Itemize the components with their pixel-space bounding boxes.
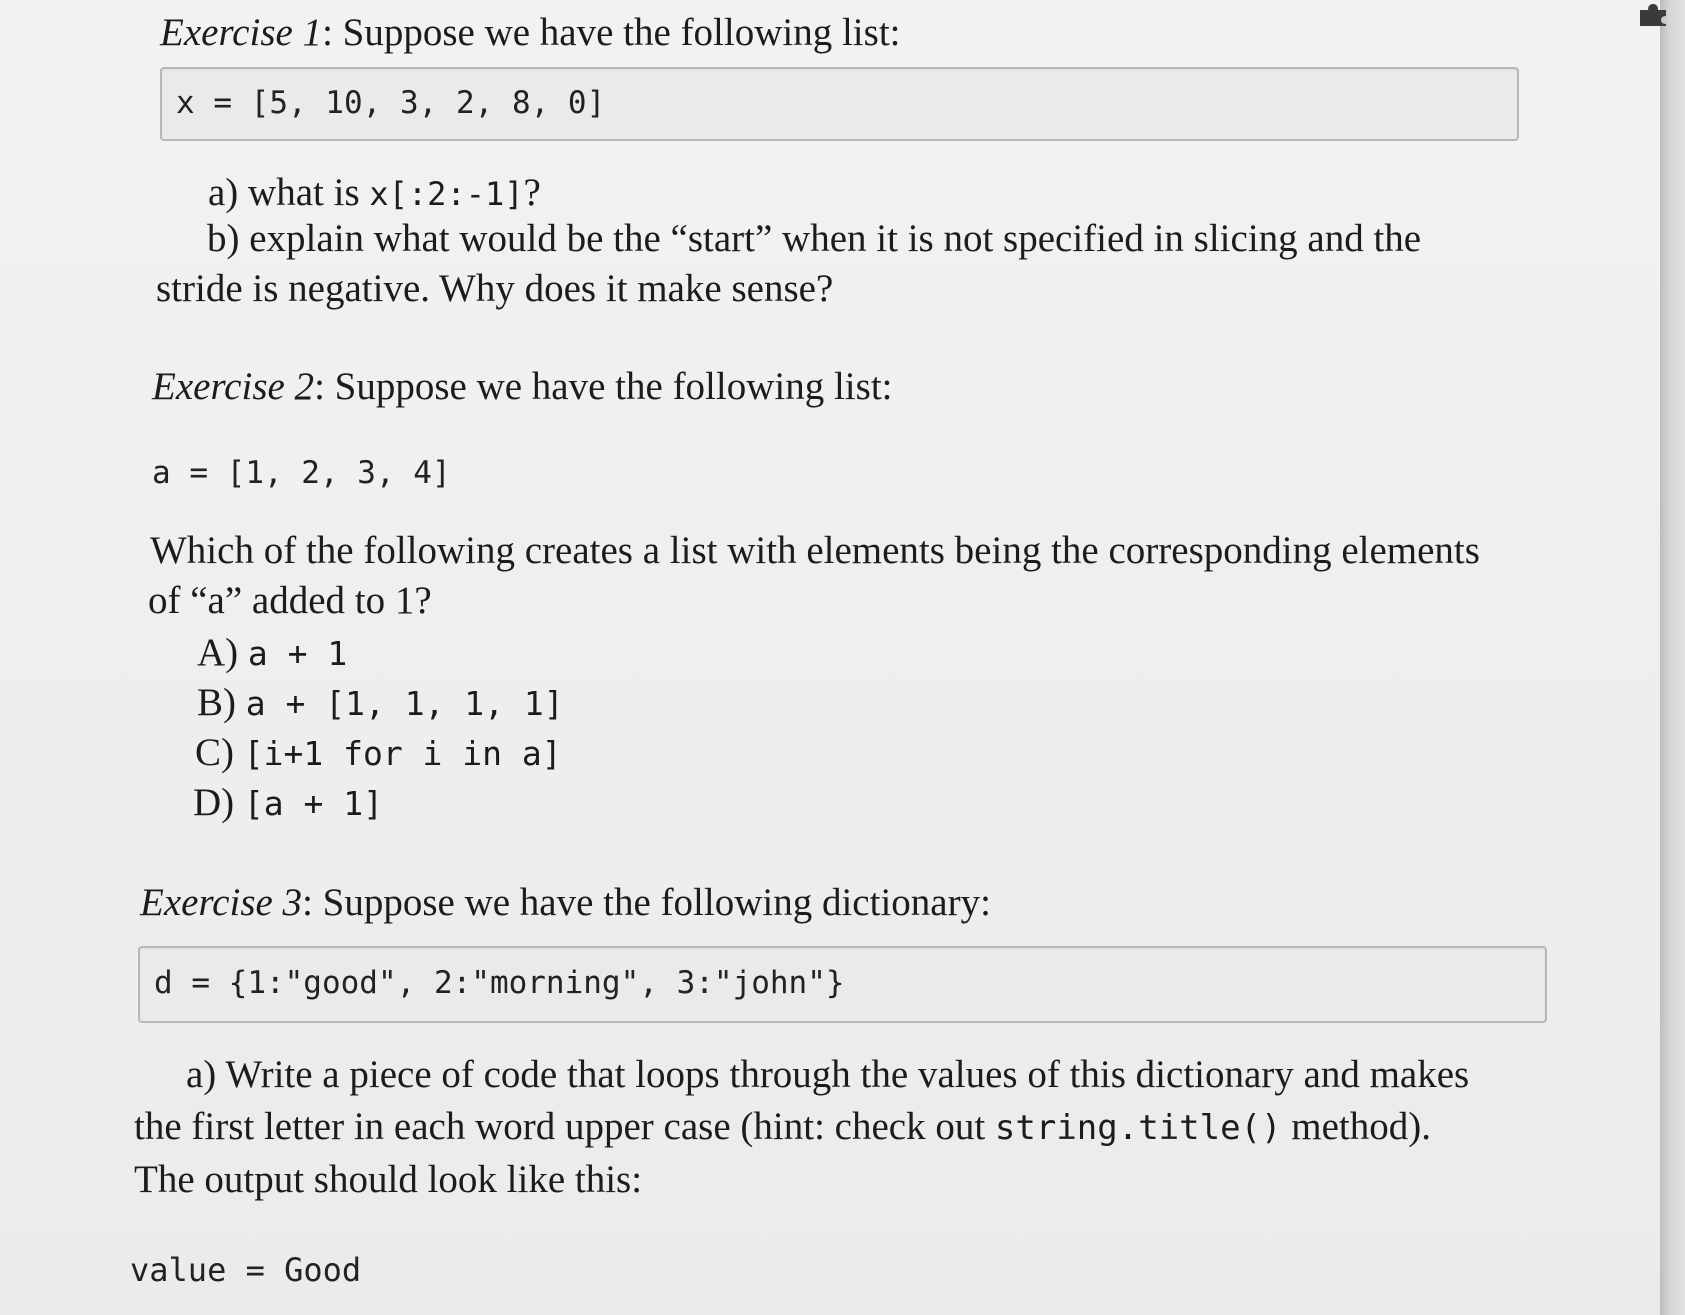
exercise-1-heading: [160, 10, 901, 56]
exercise-1-question-b-line1: b) explain what would be the “start” when it is not specified in slicing and the: [207, 217, 1422, 260]
exercise-3-intro: : Suppose we have the following dictionary:: [302, 881, 991, 924]
exercise-3-label: Exercise 3: [140, 881, 303, 924]
puzzle-piece-icon: [1636, 2, 1676, 30]
option-c-code: [i+1 for i in a]: [243, 734, 562, 773]
exercise-2-code: a = [1, 2, 3, 4]: [152, 455, 451, 491]
option-a-code: a + 1: [247, 634, 348, 673]
page-edge: [1660, 0, 1685, 1315]
exercise-1-qa-prefix: a) what is: [208, 171, 370, 214]
exercise-1-code-box: [160, 67, 1519, 141]
exercise-3-question-a-line3: The output should look like this:: [134, 1158, 643, 1201]
exercise-1-label: Exercise 1: [160, 11, 323, 54]
exercise-3-output: value = Good: [130, 1251, 362, 1289]
option-a: [197, 630, 347, 677]
exercise-1-code: x = [5, 10, 3, 2, 8, 0]: [176, 85, 606, 121]
exercise-3-question-a-line2: [134, 1104, 1431, 1151]
exercise-2-question-line2: of “a” added to 1?: [148, 579, 432, 622]
exercise-3-heading: [140, 880, 991, 926]
exercise-3-qa-line2-suffix: method).: [1281, 1105, 1431, 1148]
exercise-1-question-b-line2: stride is negative. Why does it make sense?: [156, 267, 834, 310]
exercise-3-qa-line2-code: string.title(): [994, 1108, 1282, 1148]
exercise-2-question-line1: Which of the following creates a list with elements being the corresponding elements: [150, 529, 1480, 572]
option-c: [195, 730, 562, 777]
exercise-2-heading: [152, 364, 893, 410]
option-d-letter: D): [193, 781, 235, 824]
puzzle-piece-icon-graphic: [1636, 2, 1670, 28]
option-d: [193, 780, 383, 827]
option-b-code: a + [1, 1, 1, 1]: [245, 684, 564, 723]
option-b: [197, 680, 564, 727]
option-d-code: [a + 1]: [243, 784, 383, 823]
exercise-1-qa-code: x[:2:-1]: [369, 175, 524, 213]
exercise-2-label: Exercise 2: [152, 365, 315, 408]
exercise-1-qa-suffix: ?: [523, 171, 541, 214]
exercise-1-question-a: [208, 170, 541, 217]
exercise-3-code: d = {1:"good", 2:"morning", 3:"john"}: [154, 965, 845, 1001]
exercise-1-intro: : Suppose we have the following list:: [322, 11, 901, 54]
option-b-letter: B): [197, 681, 236, 724]
exercise-2-intro: : Suppose we have the following list:: [314, 365, 893, 408]
exercise-3-question-a-line1: a) Write a piece of code that loops through the values of this dictionary and makes: [186, 1053, 1470, 1096]
exercise-3-qa-line2-prefix: the first letter in each word upper case (hint: check out: [134, 1105, 995, 1148]
exercise-3-code-box: [138, 946, 1547, 1023]
option-c-letter: C): [195, 731, 234, 774]
option-a-letter: A): [197, 631, 239, 674]
